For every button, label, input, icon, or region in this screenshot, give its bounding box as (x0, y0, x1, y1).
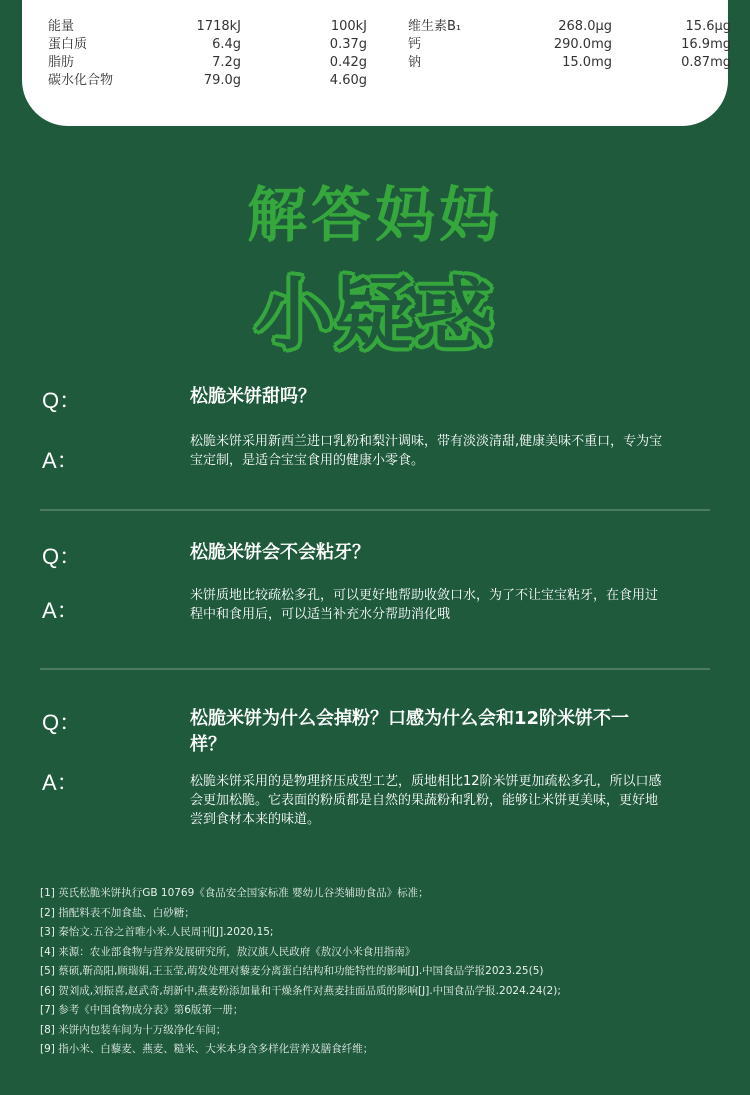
nutrient-perserve: 4.60g (329, 73, 367, 88)
section-title-top: 解答妈妈 (247, 181, 503, 251)
nutrient-per100: 1718kJ (196, 19, 241, 34)
nutrient-per100: 7.2g (212, 55, 241, 70)
answer-mark-label: A： (42, 770, 79, 795)
question-mark-label: Q： (42, 710, 82, 735)
answer-text: 松脆米饼采用的是物理挤压成型工艺，质地相比12阶米饼更加疏松多孔，所以口感会更加松脆。它表面的粉质都是自然的果蔬粉和乳粉，能够让米饼更美味，更好地尝到食材本来的味道。 (190, 774, 662, 827)
nutrient-name: 能量 (48, 19, 75, 34)
nutrient-per100: 290.0mg (553, 37, 612, 52)
nutrient-name: 钠 (408, 55, 422, 70)
reference-item: [9] 指小米、白藜麦、燕麦、糙米、大米本身含多样化营养及膳食纤维； (40, 1043, 374, 1055)
nutrition-table-card (22, 0, 731, 126)
answer-text: 米饼质地比较疏松多孔，可以更好地帮助收敛口水，为了不让宝宝粘牙，在食用过程中和食用后，可以适当补充水分帮助消化哦 (190, 588, 659, 622)
reference-item: [3] 秦怡文.五谷之首唯小米.人民周刊[J].2020,15; (40, 926, 274, 938)
reference-item: [1] 英氏松脆米饼执行GB 10769《食品安全国家标准 婴幼儿谷类辅助食品》标准； (40, 887, 429, 899)
reference-item: [2] 指配料表不加食盐、白砂糖； (40, 906, 195, 919)
reference-item: [7] 参考《中国食物成分表》第6版第一册； (40, 1004, 244, 1016)
question-mark-label: Q： (42, 544, 82, 569)
nutrient-perserve: 100kJ (330, 19, 367, 34)
nutrient-perserve: 15.6μg (685, 19, 731, 34)
nutrient-name: 钙 (408, 37, 422, 52)
nutrient-perserve: 0.37g (329, 37, 367, 52)
references-list (40, 884, 720, 1060)
answer-mark-label: A： (42, 598, 79, 623)
answer-text: 松脆米饼采用新西兰进口乳粉和梨汁调味，带有淡淡清甜,健康美味不重口，专为宝宝定制，是适合宝宝食用的健康小零食。 (190, 434, 663, 468)
nutrient-perserve: 0.42g (329, 55, 367, 70)
nutrient-per100: 15.0mg (562, 55, 612, 70)
divider (40, 509, 710, 511)
reference-item: [6] 贺刘成,刘振喜,赵武奇,胡新中,燕麦粉添加量和干燥条件对燕麦挂面品质的影响[J].中国食品学报.2024.24(2); (40, 984, 561, 997)
nutrient-name: 维生素B₁ (408, 19, 462, 34)
nutrient-per100: 268.0μg (558, 19, 612, 34)
reference-item: [4] 来源：农业部食物与营养发展研究所，敖汉旗人民政府《敖汉小米食用指南》 (40, 945, 416, 958)
question-mark-label: Q： (42, 388, 82, 413)
section-title-main: 小疑惑 (254, 270, 495, 360)
question-text: 松脆米饼为什么会掉粉？口感为什么会和12阶米饼不一样？ (190, 708, 630, 755)
nutrient-per100: 79.0g (203, 73, 241, 88)
answer-mark-label: A： (42, 448, 79, 473)
nutrient-name: 碳水化合物 (48, 73, 114, 88)
reference-item: [8] 米饼内包装车间为十万级净化车间； (40, 1023, 227, 1036)
question-text: 松脆米饼会不会粘牙？ (190, 542, 370, 563)
nutrient-name: 脂肪 (48, 55, 75, 70)
nutrient-name: 蛋白质 (48, 37, 88, 52)
reference-item: [5] 蔡硕,靳高阳,顾瑞娟,王玉莹,萌发处理对藜麦分离蛋白结构和功能特性的影响[J].中国食品学报2023.25(5) (40, 965, 544, 977)
question-text: 松脆米饼甜吗？ (190, 386, 316, 407)
divider (40, 668, 710, 670)
nutrient-per100: 6.4g (212, 37, 241, 52)
nutrient-perserve: 16.9mg (681, 37, 731, 52)
nutrient-perserve: 0.87mg (681, 55, 731, 70)
